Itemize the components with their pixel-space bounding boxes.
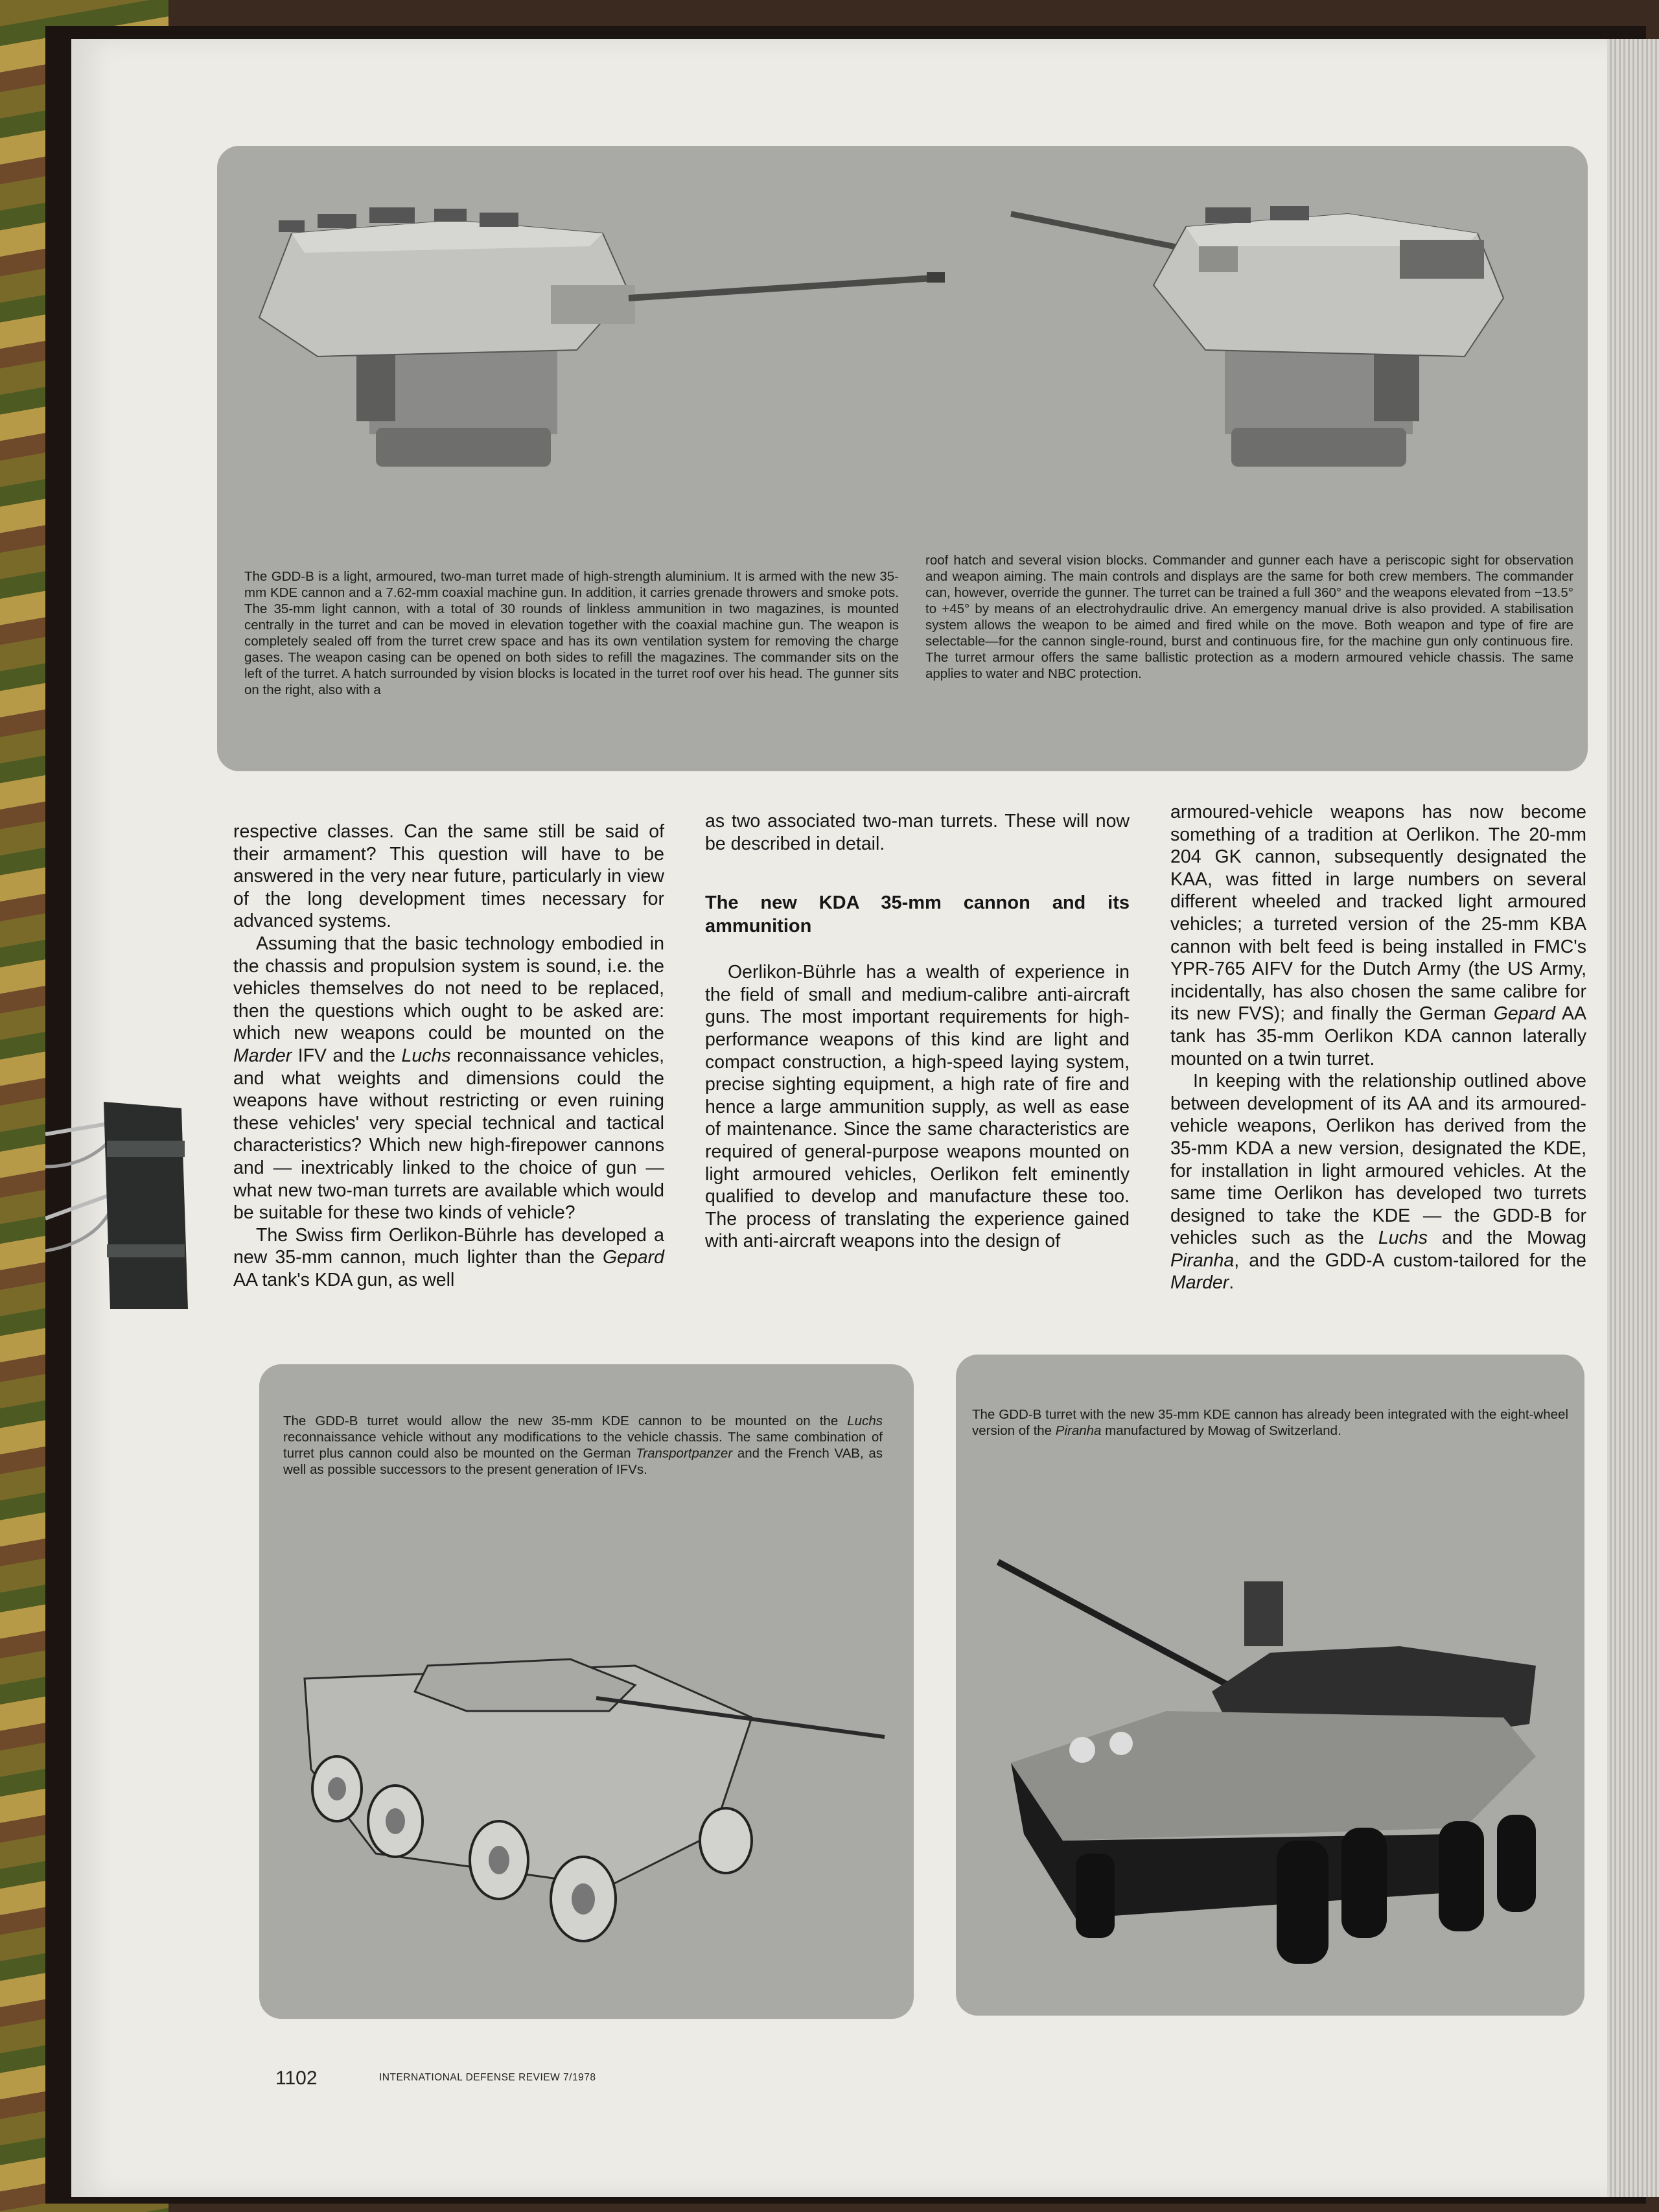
paragraph: In keeping with the relationship outlined above between development of its AA and its armoured-vehicle weapons, Oerlikon has derived from the 35-mm KDA a new version, designated the KDE, for installation in light armoured vehicles. At the same time Oerlikon has developed two turrets designed to take the KDE — the GDD-B for vehicles such as the Luchs and the Mowag Piranha, and the GDD-A custom-tailored for the Marder.: [1170, 1071, 1586, 1294]
binder-clip: [45, 1095, 194, 1316]
paragraph: as two associated two-man turrets. These will now be described in detail.: [705, 811, 1130, 854]
paragraph: Oerlikon-Bührle has a wealth of experience in the field of small and medium-calibre anti-aircraft guns. The most important requirements for high-performance weapons of this kind are light and compact construction, a high-speed laying system, precise sighting equipment, a high rate of fire and hence a large ammunition supply, as well as ease of maintenance. Since the same characteristics are required of general-purpose weapons mounted on light armoured vehicles, Oerlikon felt eminently qualified to develop and manufacture these too. The process of translating the experience gained with anti-aircraft weapons into the design of: [705, 962, 1130, 1252]
paragraph: The Swiss firm Oerlikon-Bührle has developed a new 35-mm cannon, much lighter than the Gepard AA tank's KDA gun, as well: [233, 1224, 664, 1290]
piranha-vehicle-photo: [998, 1555, 1568, 1983]
luchs-vehicle-drawing: [298, 1640, 901, 1977]
bottom-left-figure-caption: The GDD-B turret would allow the new 35-mm KDE cannon to be mounted on the Luchs reconnaissance vehicle without any modifications to the vehicle chassis. The same combination of turret plus cannon could also be mounted on the German Transportpanzer and the French VAB, as well as possible successors to the present generation of IFVs.: [283, 1414, 883, 1477]
paragraph: armoured-vehicle weapons has now become something of a tradition at Oerlikon. The 20-mm 204 GK cannon, subsequently designated the KAA, was fitted in large numbers on several different wheeled and tracked light armoured vehicles; a turreted version of the 25-mm KBA cannon with belt feed is being installed in FMC's YPR-765 AIFV for the Dutch Army (the US Army, incidentally, has also chosen the same calibre for its new FVS); and finally the German Gepard AA tank has 35-mm Oerlikon KDA cannon laterally mounted on a twin turret.: [1170, 802, 1586, 1069]
article-column-3: [1170, 801, 1586, 1294]
page-number: 1102: [275, 2067, 318, 2089]
paragraph: Assuming that the basic technology embodied in the chassis and propulsion system is sound, i.e. the vehicles themselves do not need to be replaced, then the questions which ought to be asked are: which new weapons could be mounted on the Marder IFV and the Luchs reconnaissance vehicles, and what weights and dimensions could the weapons have without restricting or even ruining these vehicles' very special technical and tactical characteristics? Which new high-firepower cannons and — inextricably linked to the choice of gun — what new two-man turrets are available which would be suitable for these two kinds of vehicle?: [233, 933, 664, 1224]
section-heading: The new KDA 35-mm cannon and its ammunition: [705, 892, 1130, 937]
article-column-2: [705, 810, 1130, 1253]
turret-illustration-right: [1011, 194, 1568, 499]
article-column-1: [233, 821, 664, 1291]
top-figure-caption-right: roof hatch and several vision blocks. Commander and gunner each have a periscopic sight for observation and weapon aiming. The main controls and displays are the same for both crew members. The commander can, however, override the gunner. The turret can be trained a full 360° and the weapons elevated from −13.5° to +45° by means of an electrohydraulic drive. An emergency manual drive is also provided. A stabilisation system allows the weapon to be aimed and fired while on the move. Both weapon and type of fire are selectable—for the cannon single-round, burst and continuous fire, for the machine gun only continuous fire. The turret armour offers the same ballistic protection as a modern armoured vehicle chassis. The same applies to water and NBC protection.: [925, 553, 1573, 681]
journal-title: INTERNATIONAL DEFENSE REVIEW 7/1978: [379, 2072, 596, 2083]
paragraph: respective classes. Can the same still be said of their armament? This question will have to be answered in the very near future, particularly in view of the long development times necessary for advanced systems.: [233, 821, 664, 932]
next-page-edge: [1607, 39, 1659, 2197]
bottom-right-figure-caption: The GDD-B turret with the new 35-mm KDE cannon has already been integrated with the eight-wheel version of the Piranha manufactured by Mowag of Switzerland.: [972, 1407, 1568, 1438]
top-figure-caption-left: The GDD-B is a light, armoured, two-man turret made of high-strength aluminium. It is armed with the new 35-mm KDE cannon and a 7.62-mm coaxial machine gun. In addition, it carries grenade throwers and smoke pots. The 35-mm light cannon, with a total of 30 rounds of linkless ammunition in two magazines, is mounted centrally in the turret and can be moved in elevation together with the coaxial machine gun. The weapon is completely sealed off from the turret crew space and has its own ventilation system for removing the charge gases. The weapon casing can be opened on both sides to refill the magazines. The commander sits on the left of the turret. A hatch surrounded by vision blocks is located in the turret roof over his head. The gunner sits on the right, also with a: [244, 569, 899, 697]
turret-illustration-left: [240, 194, 953, 499]
